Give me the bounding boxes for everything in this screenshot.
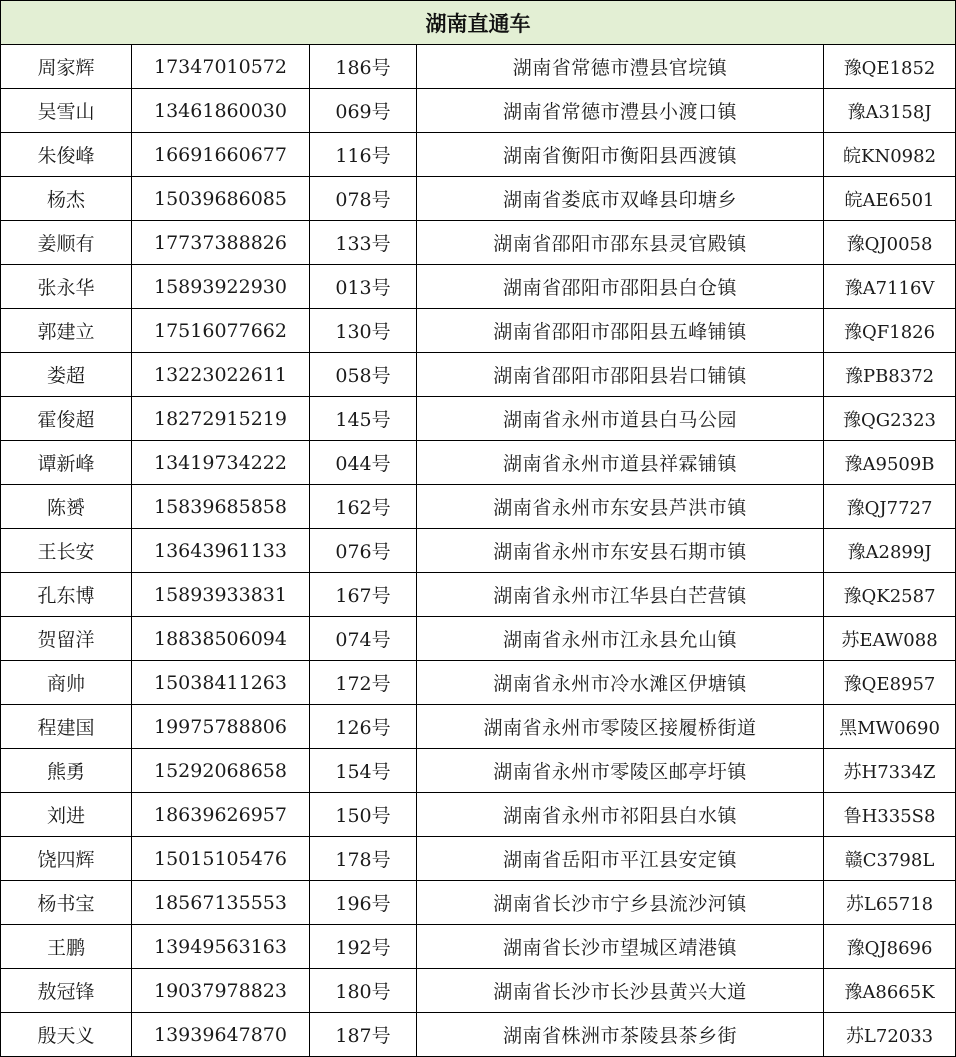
serial-number-cell: 133号	[310, 221, 417, 265]
license-plate-cell: 豫QF1826	[824, 309, 956, 353]
phone-cell: 13223022611	[132, 353, 310, 397]
phone-cell: 13949563163	[132, 925, 310, 969]
license-plate-cell: 豫A8665K	[824, 969, 956, 1013]
address-cell: 湖南省常德市澧县官垸镇	[417, 45, 824, 89]
driver-name-cell: 杨书宝	[1, 881, 132, 925]
address-cell: 湖南省常德市澧县小渡口镇	[417, 89, 824, 133]
license-plate-cell: 豫QG2323	[824, 397, 956, 441]
phone-cell: 18567135553	[132, 881, 310, 925]
phone-cell: 18272915219	[132, 397, 310, 441]
phone-cell: 15839685858	[132, 485, 310, 529]
driver-name-cell: 王鹏	[1, 925, 132, 969]
phone-cell: 17347010572	[132, 45, 310, 89]
serial-number-cell: 172号	[310, 661, 417, 705]
license-plate-cell: 鲁H335S8	[824, 793, 956, 837]
address-cell: 湖南省邵阳市邵阳县白仓镇	[417, 265, 824, 309]
table-row	[1, 705, 956, 749]
license-plate-cell: 苏EAW088	[824, 617, 956, 661]
serial-number-cell: 116号	[310, 133, 417, 177]
table-row	[1, 1013, 956, 1057]
table-row	[1, 485, 956, 529]
serial-number-cell: 154号	[310, 749, 417, 793]
table-row	[1, 837, 956, 881]
driver-name-cell: 饶四辉	[1, 837, 132, 881]
license-plate-cell: 豫QJ8696	[824, 925, 956, 969]
driver-name-cell: 娄超	[1, 353, 132, 397]
driver-name-cell: 霍俊超	[1, 397, 132, 441]
serial-number-cell: 058号	[310, 353, 417, 397]
driver-name-cell: 程建国	[1, 705, 132, 749]
address-cell: 湖南省衡阳市衡阳县西渡镇	[417, 133, 824, 177]
driver-name-cell: 殷天义	[1, 1013, 132, 1057]
address-cell: 湖南省株洲市茶陵县茶乡街	[417, 1013, 824, 1057]
table-row	[1, 969, 956, 1013]
driver-name-cell: 孔东博	[1, 573, 132, 617]
phone-cell: 18838506094	[132, 617, 310, 661]
license-plate-cell: 豫PB8372	[824, 353, 956, 397]
license-plate-cell: 豫A9509B	[824, 441, 956, 485]
driver-name-cell: 郭建立	[1, 309, 132, 353]
phone-cell: 15893922930	[132, 265, 310, 309]
driver-name-cell: 张永华	[1, 265, 132, 309]
address-cell: 湖南省永州市零陵区接履桥街道	[417, 705, 824, 749]
serial-number-cell: 078号	[310, 177, 417, 221]
serial-number-cell: 192号	[310, 925, 417, 969]
address-cell: 湖南省长沙市宁乡县流沙河镇	[417, 881, 824, 925]
table-row	[1, 133, 956, 177]
address-cell: 湖南省长沙市望城区靖港镇	[417, 925, 824, 969]
table-row	[1, 89, 956, 133]
license-plate-cell: 豫A2899J	[824, 529, 956, 573]
address-cell: 湖南省永州市江永县允山镇	[417, 617, 824, 661]
title-row	[1, 1, 956, 45]
serial-number-cell: 178号	[310, 837, 417, 881]
address-cell: 湖南省邵阳市邵阳县岩口铺镇	[417, 353, 824, 397]
driver-name-cell: 王长安	[1, 529, 132, 573]
driver-name-cell: 吴雪山	[1, 89, 132, 133]
phone-cell: 19975788806	[132, 705, 310, 749]
driver-name-cell: 朱俊峰	[1, 133, 132, 177]
address-cell: 湖南省长沙市长沙县黄兴大道	[417, 969, 824, 1013]
table-row	[1, 881, 956, 925]
serial-number-cell: 196号	[310, 881, 417, 925]
phone-cell: 18639626957	[132, 793, 310, 837]
table-row	[1, 925, 956, 969]
table-row	[1, 573, 956, 617]
phone-cell: 15893933831	[132, 573, 310, 617]
phone-cell: 13939647870	[132, 1013, 310, 1057]
phone-cell: 13643961133	[132, 529, 310, 573]
serial-number-cell: 130号	[310, 309, 417, 353]
serial-number-cell: 187号	[310, 1013, 417, 1057]
license-plate-cell: 豫A3158J	[824, 89, 956, 133]
serial-number-cell: 126号	[310, 705, 417, 749]
license-plate-cell: 皖AE6501	[824, 177, 956, 221]
serial-number-cell: 013号	[310, 265, 417, 309]
address-cell: 湖南省邵阳市邵东县灵官殿镇	[417, 221, 824, 265]
table-row	[1, 397, 956, 441]
phone-cell: 17516077662	[132, 309, 310, 353]
driver-name-cell: 周家辉	[1, 45, 132, 89]
license-plate-cell: 豫A7116V	[824, 265, 956, 309]
license-plate-cell: 苏L72033	[824, 1013, 956, 1057]
address-cell: 湖南省永州市道县祥霖铺镇	[417, 441, 824, 485]
address-cell: 湖南省永州市东安县芦洪市镇	[417, 485, 824, 529]
serial-number-cell: 167号	[310, 573, 417, 617]
table-row	[1, 793, 956, 837]
phone-cell: 17737388826	[132, 221, 310, 265]
address-cell: 湖南省永州市江华县白芒营镇	[417, 573, 824, 617]
serial-number-cell: 074号	[310, 617, 417, 661]
driver-name-cell: 杨杰	[1, 177, 132, 221]
roster-body	[1, 1, 956, 1057]
serial-number-cell: 186号	[310, 45, 417, 89]
phone-cell: 15292068658	[132, 749, 310, 793]
table-row	[1, 353, 956, 397]
license-plate-cell: 赣C3798L	[824, 837, 956, 881]
license-plate-cell: 黑MW0690	[824, 705, 956, 749]
table-row	[1, 617, 956, 661]
driver-name-cell: 陈赟	[1, 485, 132, 529]
driver-name-cell: 姜顺有	[1, 221, 132, 265]
table-row	[1, 661, 956, 705]
table-row	[1, 177, 956, 221]
serial-number-cell: 076号	[310, 529, 417, 573]
license-plate-cell: 豫QJ7727	[824, 485, 956, 529]
driver-name-cell: 谭新峰	[1, 441, 132, 485]
phone-cell: 15038411263	[132, 661, 310, 705]
phone-cell: 15015105476	[132, 837, 310, 881]
table-row	[1, 309, 956, 353]
license-plate-cell: 豫QJ0058	[824, 221, 956, 265]
serial-number-cell: 069号	[310, 89, 417, 133]
table-row	[1, 529, 956, 573]
driver-name-cell: 贺留洋	[1, 617, 132, 661]
license-plate-cell: 豫QK2587	[824, 573, 956, 617]
address-cell: 湖南省永州市零陵区邮亭圩镇	[417, 749, 824, 793]
phone-cell: 13419734222	[132, 441, 310, 485]
address-cell: 湖南省岳阳市平江县安定镇	[417, 837, 824, 881]
driver-name-cell: 刘进	[1, 793, 132, 837]
address-cell: 湖南省永州市祁阳县白水镇	[417, 793, 824, 837]
driver-name-cell: 敖冠锋	[1, 969, 132, 1013]
license-plate-cell: 豫QE8957	[824, 661, 956, 705]
serial-number-cell: 150号	[310, 793, 417, 837]
table-row	[1, 441, 956, 485]
table-row	[1, 265, 956, 309]
table-row	[1, 221, 956, 265]
serial-number-cell: 145号	[310, 397, 417, 441]
license-plate-cell: 皖KN0982	[824, 133, 956, 177]
driver-name-cell: 熊勇	[1, 749, 132, 793]
license-plate-cell: 苏H7334Z	[824, 749, 956, 793]
serial-number-cell: 162号	[310, 485, 417, 529]
serial-number-cell: 044号	[310, 441, 417, 485]
phone-cell: 15039686085	[132, 177, 310, 221]
license-plate-cell: 苏L65718	[824, 881, 956, 925]
address-cell: 湖南省永州市道县白马公园	[417, 397, 824, 441]
phone-cell: 16691660677	[132, 133, 310, 177]
serial-number-cell: 180号	[310, 969, 417, 1013]
table-row	[1, 45, 956, 89]
phone-cell: 19037978823	[132, 969, 310, 1013]
driver-name-cell: 商帅	[1, 661, 132, 705]
address-cell: 湖南省娄底市双峰县印塘乡	[417, 177, 824, 221]
address-cell: 湖南省永州市东安县石期市镇	[417, 529, 824, 573]
phone-cell: 13461860030	[132, 89, 310, 133]
address-cell: 湖南省邵阳市邵阳县五峰铺镇	[417, 309, 824, 353]
table-row	[1, 749, 956, 793]
address-cell: 湖南省永州市冷水滩区伊塘镇	[417, 661, 824, 705]
sheet-title: 湖南直通车	[1, 1, 956, 45]
license-plate-cell: 豫QE1852	[824, 45, 956, 89]
